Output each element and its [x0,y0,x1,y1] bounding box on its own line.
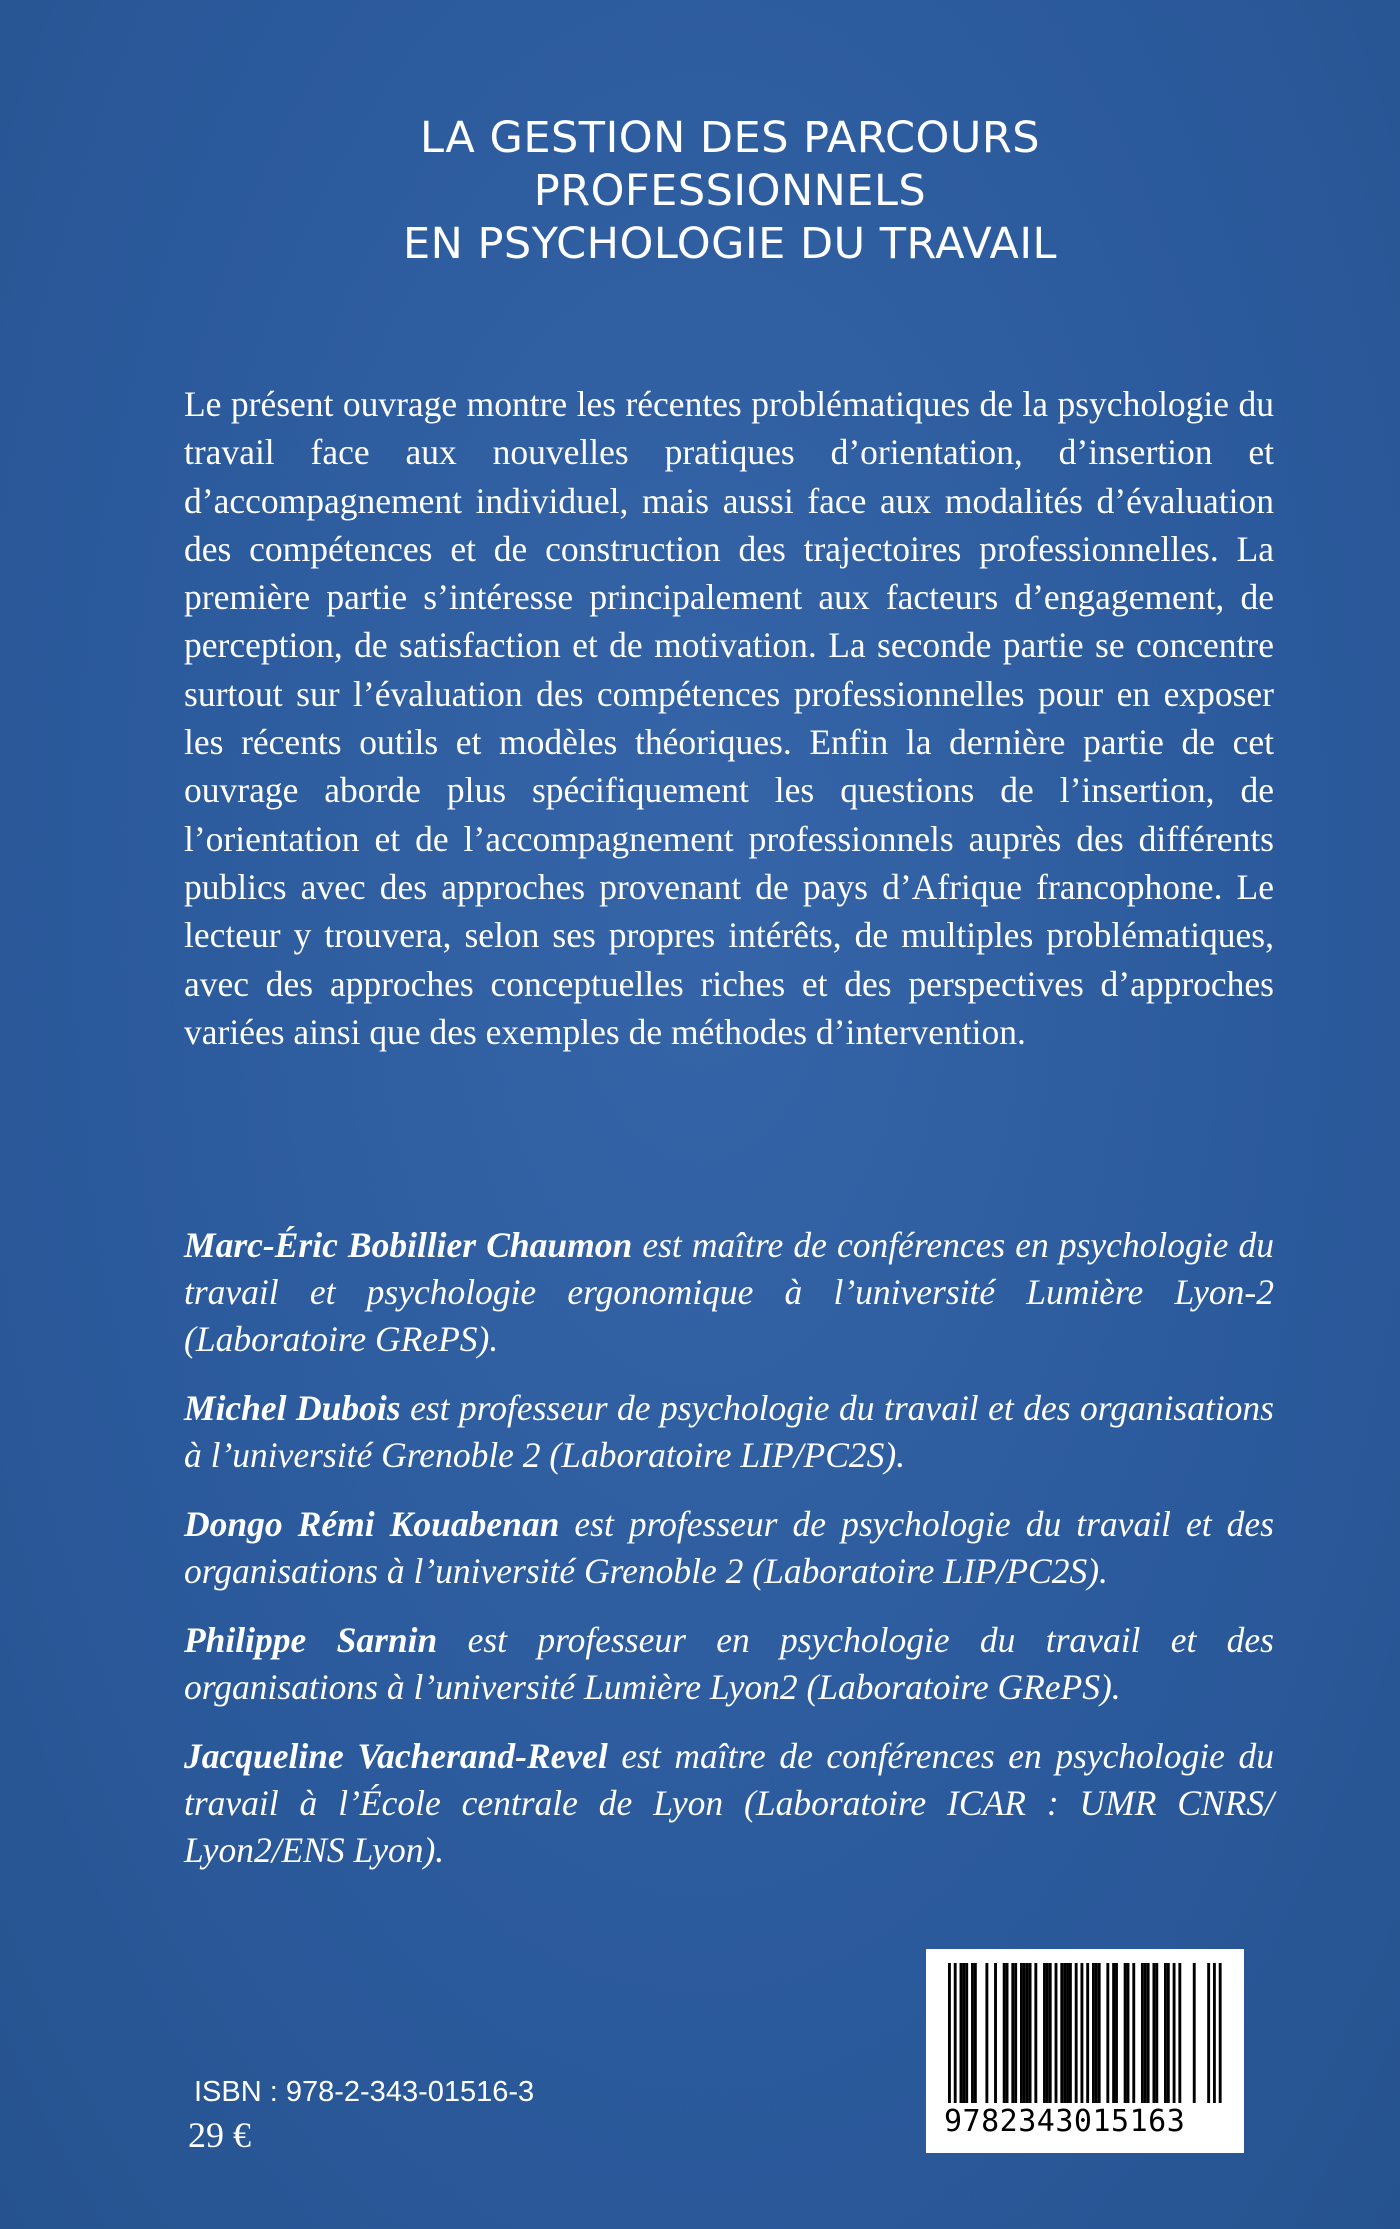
barcode-bar [1034,1963,1037,2103]
barcode-bar [1060,1963,1063,2103]
barcode-bar [1213,1963,1216,2103]
barcode-bar [954,1963,957,2103]
barcode-bar [1115,1963,1118,2103]
barcode-bar [1006,1963,1009,2103]
barcode-bar [1020,1963,1023,2103]
barcode-bar [1147,1963,1150,2103]
barcode-bar [1173,1963,1176,2103]
barcode-bar [1066,1963,1069,2103]
barcode-bar [971,1963,974,2103]
barcode-bar [965,1963,968,2103]
barcode-bar [1141,1963,1144,2103]
barcode-bar [1152,1963,1155,2103]
barcode-bar [1124,1963,1127,2103]
barcode-bar [1178,1963,1181,2103]
barcode-bars-icon [926,1949,1244,2109]
author-bio: est professeur de psychologie du travail et des organisations à l’université Grenoble 2 (Laboratoire LIP/PC2S). [184,1388,1274,1475]
author-entry [184,1733,1274,1874]
title-line-1: LA GESTION DES PARCOURS [419,113,1041,163]
author-bio: est professeur de psychologie du travail et des organisations à l’université Grenoble 2 (Laboratoire LIP/PC2S). [184,1504,1274,1591]
isbn-label: ISBN : 978-2-343-01516-3 [194,2076,535,2108]
barcode-bar [1219,1963,1222,2103]
author-name: Jacqueline Vacherand-Revel [184,1736,608,1776]
barcode-bar [962,1963,965,2103]
author-bio: est maître de conférences en psychologie du travail à l’École centrale de Lyon (Laboratoire ICAR : UMR CNRS/ Lyon2/ENS Lyon). [184,1736,1274,1870]
barcode-bar [1026,1963,1029,2103]
barcode-bar [1106,1963,1109,2103]
book-summary: Le présent ouvrage montre les récentes problématiques de la psychologie du travail face aux nouvelles pratiques d’orientation, d’insertion et d’accompagnement individuel, mais aussi face aux modalités d’évaluation des compétences et de construction des trajectoires professionnelles. La première partie s’intéresse principalement aux facteurs d’engagement, de perception, de satisfaction et de motivation. La seconde partie se concentre surtout sur l’évaluation des compétences professionnelles pour en exposer les récents outils et modèles théoriques. Enfin la dernière partie de cet ouvrage aborde plus spécifiquement les questions de l’insertion, de l’orientation et de l’accompagnement professionnels auprès des différents publics avec des approches provenant de pays d’Afrique francophone. Le lecteur y trouvera, selon ses propres intérêts, de multiples problématiques, avec des approches conceptuelles riches et des perspectives d’approches variées ainsi que des exemples de méthodes d’intervention. [184,384,1274,1052]
barcode-bar [1014,1963,1017,2103]
barcode-bar [1080,1963,1083,2103]
barcode-bar [1193,1963,1196,2103]
barcode-bar [1046,1963,1049,2103]
barcode-bar [1069,1963,1072,2103]
barcode-bar [1167,1963,1170,2103]
barcode-bar [1043,1963,1046,2103]
author-name: Marc-Éric Bobillier Chaumon [184,1225,633,1265]
title-line-2: PROFESSIONNELS [533,166,927,216]
barcode-bar [1003,1963,1006,2103]
barcode-bar [1023,1963,1026,2103]
author-name: Michel Dubois [184,1388,401,1428]
author-bio: est professeur en psychologie du travail et des organisations à l’université Lumière Lyon2 (Laboratoire GRePS). [184,1620,1274,1707]
barcode [926,1949,1244,2153]
author-name: Dongo Rémi Kouabenan [184,1504,560,1544]
barcode-bar [1049,1963,1052,2103]
barcode-bar [1086,1963,1089,2103]
barcode-bar [974,1963,977,2103]
book-title [0,112,1400,271]
barcode-bar [994,1963,997,2103]
barcode-bar [1092,1963,1095,2103]
barcode-bar [1095,1963,1098,2103]
barcode-bar [948,1963,951,2103]
title-line-3: EN PSYCHOLOGIE DU TRAVAIL [403,219,1057,269]
author-entry [184,1501,1274,1595]
price-label: 29 € [188,2115,251,2155]
barcode-bar [1164,1963,1167,2103]
barcode-bar [1132,1963,1135,2103]
barcode-bar [1055,1963,1058,2103]
author-bios [184,1222,1274,1896]
barcode-bar [1155,1963,1158,2103]
barcode-bar [960,1963,963,2103]
barcode-bar [1011,1963,1014,2103]
barcode-bar [1075,1963,1078,2103]
author-entry [184,1222,1274,1363]
author-entry [184,1617,1274,1711]
author-entry [184,1385,1274,1479]
barcode-bar [1127,1963,1130,2103]
author-name: Philippe Sarnin [184,1620,438,1660]
author-bio: est maître de conférences en psychologie du travail et psychologie ergonomique à l’université Lumière Lyon-2 (Laboratoire GRePS). [184,1225,1275,1359]
barcode-bar [1112,1963,1115,2103]
barcode-bar [1063,1963,1066,2103]
barcode-bar [1029,1963,1032,2103]
barcode-bar [1207,1963,1210,2103]
barcode-bar [1098,1963,1101,2103]
barcode-bar [985,1963,988,2103]
barcode-number: 9782343015163 [944,2104,1186,2139]
barcode-bar [1144,1963,1147,2103]
